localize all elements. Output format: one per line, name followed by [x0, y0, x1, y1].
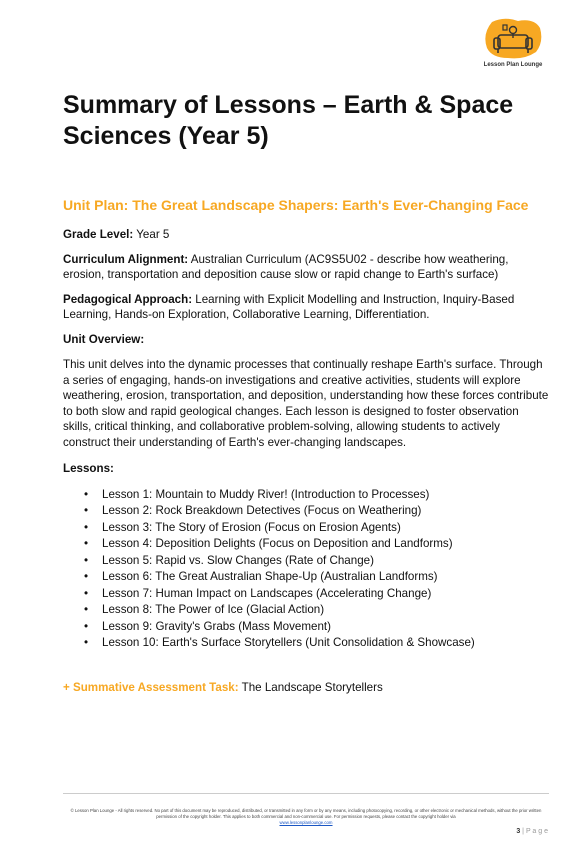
summative-separator: :: [234, 680, 239, 694]
bullet: •: [84, 537, 89, 550]
unit-overview-text: This unit delves into the dynamic processes that continually reshape Earth's surface. Through a series of engaging, hands-on investigations and creative activities, students will explore weathering, erosion, transportation, and deposition, understanding how these forces contribute to both slow and rapid geological changes. Each lesson is designed to foster observation skills, critical thinking, and collaborative problem-solving, allowing students to actively construct their understanding of Earth's ever-changing landscapes.: [63, 358, 549, 449]
page-separator: |: [520, 828, 526, 835]
curriculum-value: Australian Curriculum (AC9S5U02 - describe how weathering, erosion, transportation and deposition cause slow or rapid change to Earth's surface): [63, 252, 509, 281]
list-item: [63, 553, 549, 570]
bullet: •: [84, 619, 89, 633]
lesson-title: Lesson 2: Rock Breakdown Detectives (Focus on Weathering): [102, 504, 422, 517]
summative-assessment: [63, 680, 549, 696]
bullet: •: [84, 487, 89, 501]
sofa-logo-icon: [484, 18, 542, 60]
summative-value: The Landscape Storytellers: [238, 680, 383, 694]
pedagogy-value: Learning with Explicit Modelling and Instruction, Inquiry-Based Learning, Hands-on Exploration, Collaborative Learning, Differentiation.: [63, 292, 515, 321]
lesson-title: Lesson 1: Mountain to Muddy River! (Introduction to Processes): [102, 487, 430, 501]
bullet: •: [84, 570, 89, 583]
list-item: [63, 569, 549, 586]
main-content: [63, 196, 549, 695]
logo: [478, 18, 548, 74]
list-item: [63, 487, 549, 504]
lessons-list: [63, 487, 549, 652]
summative-label: + Summative Assessment Task: [63, 680, 235, 694]
list-item: [63, 619, 549, 636]
bullet: •: [84, 553, 89, 567]
lessons-heading: Lessons:: [63, 462, 114, 475]
bullet: •: [84, 636, 89, 649]
grade-level-label: Grade Level:: [63, 228, 134, 241]
logo-text: Lesson Plan Lounge: [483, 62, 543, 68]
pedagogical-approach: [63, 292, 549, 323]
footer-copyright: [63, 808, 549, 826]
lesson-title: Lesson 5: Rapid vs. Slow Changes (Rate of Change): [102, 553, 374, 567]
list-item: [63, 586, 549, 603]
pedagogy-label: Pedagogical Approach:: [63, 292, 193, 306]
copyright-text: © Lesson Plan Lounge - All rights reserved. No part of this document may be reproduced, distributed, or transmitted in any form or by any means, including photocopying, recording, or other electronic or mechanical methods, without the prior written permission of the copyright holder. This applies to both commercial and non-commercial use. For permission requests, please contact the copyright holder via: [70, 808, 542, 819]
curriculum-alignment: [63, 252, 549, 283]
page-number: [516, 828, 548, 835]
unit-title: Unit Plan: The Great Landscape Shapers: Earth's Ever-Changing Face: [63, 197, 529, 213]
lesson-title: Lesson 8: The Power of Ice (Glacial Action): [102, 603, 325, 616]
lesson-title: Lesson 7: Human Impact on Landscapes (Accelerating Change): [102, 586, 432, 600]
page-label: P a g e: [525, 828, 548, 835]
lesson-title: Lesson 9: Gravity's Grabs (Mass Movement): [102, 619, 332, 633]
website-link[interactable]: www.lessonplanlounge.com: [279, 820, 333, 825]
list-item: [63, 602, 549, 619]
unit-overview-heading: Unit Overview:: [63, 332, 145, 346]
grade-level: [63, 227, 549, 243]
lesson-title: Lesson 3: The Story of Erosion (Focus on Erosion Agents): [102, 520, 401, 534]
list-item: [63, 503, 549, 520]
bullet: •: [84, 520, 89, 534]
footer-divider: [63, 793, 549, 794]
bullet: •: [84, 504, 89, 517]
list-item: [63, 536, 549, 553]
bullet: •: [84, 586, 89, 600]
page-title: Summary of Lessons – Earth & Space Sciences (Year 5): [63, 91, 514, 150]
bullet: •: [84, 603, 89, 616]
lesson-title: Lesson 6: The Great Australian Shape-Up (Australian Landforms): [102, 570, 438, 583]
curriculum-label: Curriculum Alignment:: [63, 252, 189, 266]
grade-level-value: Year 5: [133, 228, 170, 241]
list-item: [63, 635, 549, 652]
list-item: [63, 520, 549, 537]
page-number-value: 3: [516, 828, 521, 835]
lesson-title: Lesson 10: Earth's Surface Storytellers (Unit Consolidation & Showcase): [102, 636, 475, 649]
lesson-title: Lesson 4: Deposition Delights (Focus on Deposition and Landforms): [102, 537, 453, 550]
